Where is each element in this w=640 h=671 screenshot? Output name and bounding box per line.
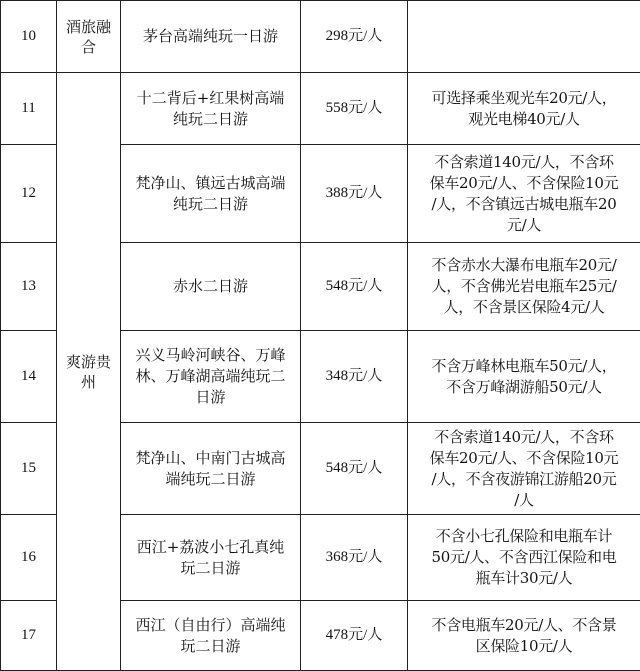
tour-name-line: 端纯玩二日游	[127, 469, 294, 490]
note-cell	[408, 145, 640, 243]
row-index: 10	[1, 1, 57, 73]
price-cell: 368元/人	[301, 515, 408, 601]
note-cell	[408, 243, 640, 331]
note-cell	[408, 331, 640, 423]
table-row	[1, 73, 640, 145]
note-line: 可选择乘坐观光车20元/人，	[412, 88, 636, 109]
price-cell: 548元/人	[301, 423, 408, 515]
region-line: 爽游贵	[60, 352, 117, 372]
price-cell: 478元/人	[301, 601, 408, 671]
note-line: 不含小七孔保险和电瓶车计	[412, 526, 636, 547]
region-line: 酒旅融	[60, 17, 117, 37]
tour-name-cell	[121, 515, 301, 601]
note-line: 观光电梯40元/人	[412, 109, 636, 130]
price-cell: 298元/人	[301, 1, 408, 73]
tour-name-line: 赤水二日游	[127, 276, 294, 297]
price-cell: 348元/人	[301, 331, 408, 423]
note-line: 不含索道140元/人，不含环	[412, 427, 636, 448]
tour-name-line: 纯玩二日游	[127, 194, 294, 215]
note-line: /人	[412, 490, 636, 511]
table-row	[1, 1, 640, 73]
tour-name-line: 梵净山、中南门古城高	[127, 448, 294, 469]
row-index: 14	[1, 331, 57, 423]
price-cell: 548元/人	[301, 243, 408, 331]
note-cell	[408, 601, 640, 671]
note-line: 50元/人、不含西江保险和电	[412, 547, 636, 568]
price-cell: 558元/人	[301, 73, 408, 145]
region-line: 合	[60, 37, 117, 57]
region-cell	[57, 1, 121, 73]
note-line: 保车20元/人、不含保险10元	[412, 173, 636, 194]
tour-name-line: 玩二日游	[127, 558, 294, 579]
note-line: 不含赤水大瀑布电瓶车20元/	[412, 255, 636, 276]
note-line: 元/人	[412, 215, 636, 236]
tour-name-line: 日游	[127, 387, 294, 408]
tour-name-line: 西江（自由行）高端纯	[127, 615, 294, 636]
tour-name-line: 西江+荔波小七孔真纯	[127, 537, 294, 558]
tour-name-line: 梵净山、镇远古城高端	[127, 173, 294, 194]
row-index: 12	[1, 145, 57, 243]
note-line: 不含电瓶车20元/人、不含景	[412, 615, 636, 636]
note-line: 保车20元/人、不含保险10元	[412, 448, 636, 469]
note-line: 不含万峰林电瓶车50元/人，	[412, 356, 636, 377]
note-line: 瓶车计30元/人	[412, 568, 636, 589]
tour-name-line: 十二背后+红果树高端	[127, 88, 294, 109]
row-index: 15	[1, 423, 57, 515]
row-index: 11	[1, 73, 57, 145]
tour-name-cell	[121, 423, 301, 515]
row-index: 16	[1, 515, 57, 601]
tour-name-line: 玩二日游	[127, 636, 294, 657]
tour-name-line: 纯玩二日游	[127, 109, 294, 130]
tour-name-line: 林、万峰湖高端纯玩二	[127, 366, 294, 387]
note-line: /人，不含镇远古城电瓶车20	[412, 194, 636, 215]
note-cell	[408, 515, 640, 601]
tour-name-cell	[121, 73, 301, 145]
tour-name-cell	[121, 243, 301, 331]
tour-name-line: 兴义马岭河峡谷、万峰	[127, 345, 294, 366]
note-cell	[408, 1, 640, 73]
row-index: 13	[1, 243, 57, 331]
note-line: 人，不含景区保险4元/人	[412, 297, 636, 318]
note-line: /人，不含夜游锦江游船20元	[412, 469, 636, 490]
row-index: 17	[1, 601, 57, 671]
tour-name-cell	[121, 145, 301, 243]
region-line: 州	[60, 372, 117, 392]
tour-name-cell	[121, 1, 301, 73]
note-line: 不含索道140元/人，不含环	[412, 152, 636, 173]
note-line: 不含万峰湖游船50元/人	[412, 377, 636, 398]
note-cell	[408, 423, 640, 515]
tour-name-line: 茅台高端纯玩一日游	[127, 26, 294, 47]
tour-name-cell	[121, 331, 301, 423]
note-cell	[408, 73, 640, 145]
region-cell	[57, 73, 121, 671]
note-line: 人，不含佛光岩电瓶车25元/	[412, 276, 636, 297]
tour-name-cell	[121, 601, 301, 671]
note-line: 区保险10元/人	[412, 636, 636, 657]
price-cell: 388元/人	[301, 145, 408, 243]
